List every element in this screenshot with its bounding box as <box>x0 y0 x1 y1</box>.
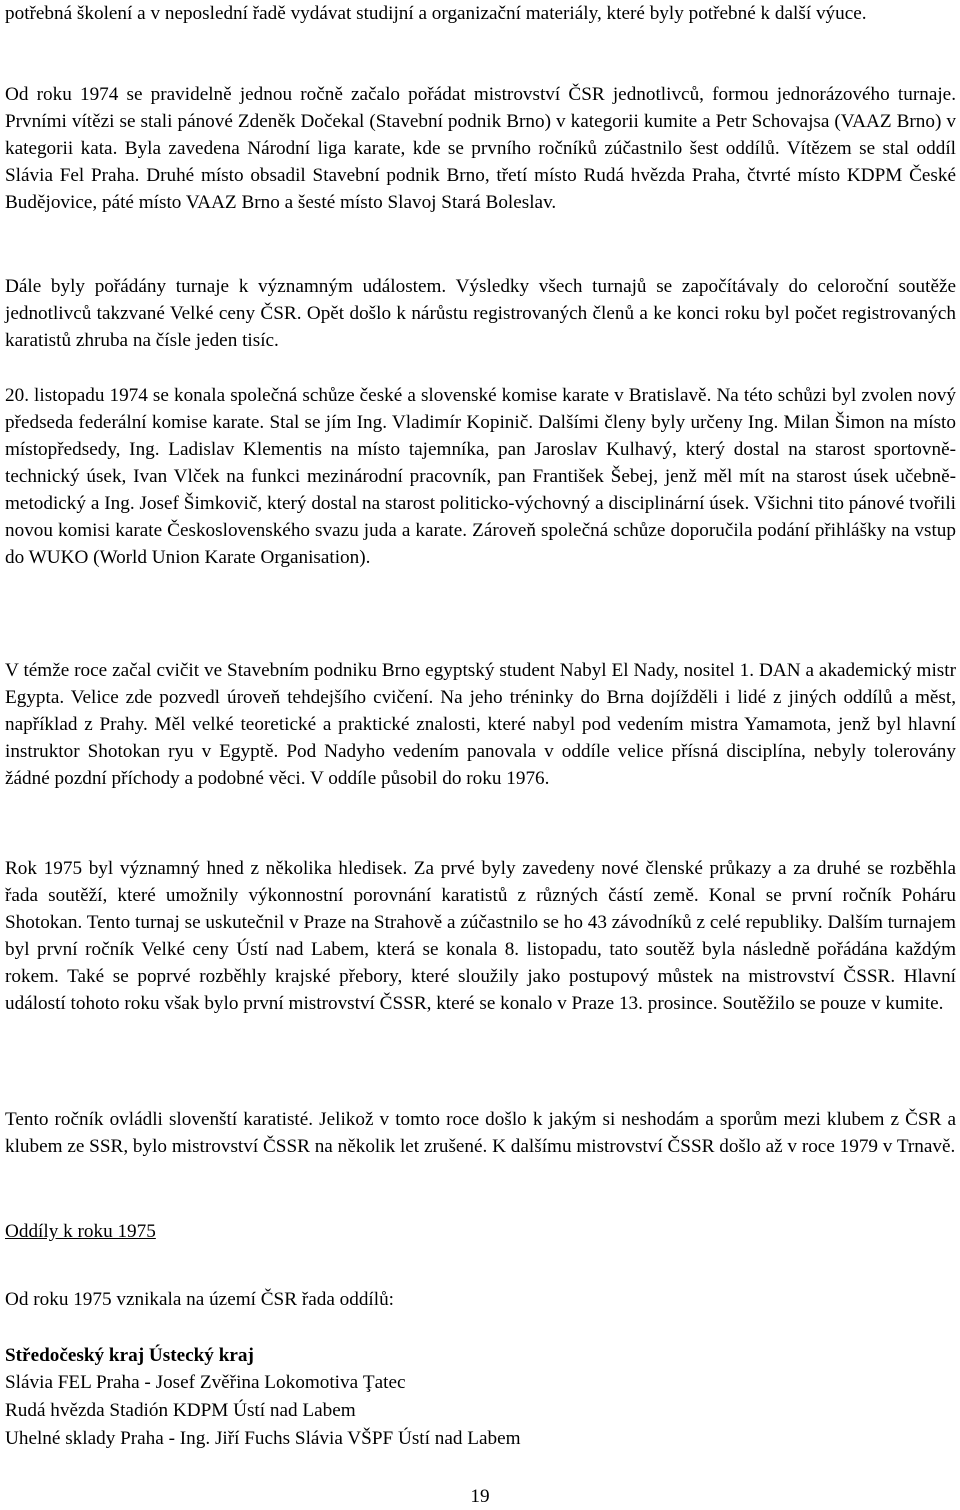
club-line: Rudá hvězda Stadión KDPM Ústí nad Labem <box>5 1400 356 1421</box>
club-line: Uhelné sklady Praha - Ing. Jiří Fuchs Slávia VŠPF Ústí nad Labem <box>5 1428 521 1449</box>
page-number: 19 <box>470 1486 490 1507</box>
paragraph-training-materials: potřebná školení a v neposlední řadě vydávat studijní a organizační materiály, které byly potřebné k další výuce. <box>5 3 867 24</box>
club-line: Slávia FEL Praha - Josef Zvěřina Lokomotiva Ţatec <box>5 1372 406 1393</box>
intro-line: Od roku 1975 vznikala na území ČSR řada oddílů: <box>5 1289 395 1310</box>
paragraph-tournaments: Dále byly pořádány turnaje k významným událostem. Výsledky všech turnajů se započítávaly do celoroční soutěže jednotlivců takzvané Velké ceny ČSR. Opět došlo k nárůstu registrovaných členů a ke konci roku byl počet registrovaných karatistů zhruba na čísle jeden tisíc. <box>5 276 956 351</box>
section-heading: Oddíly k roku 1975 <box>5 1221 156 1242</box>
paragraph-championship-1974: Od roku 1974 se pravidelně jednou ročně začalo pořádat mistrovství ČSR jednotlivců, formou jednorázového turnaje. Prvními vítězi se stali pánové Zdeněk Dočekal (Stavební podnik Brno) v kategorii kumite a Petr Schovajsa (VAAZ Brno) v kategorii kata. Byla zavedena Národní liga karate, kde se prvního ročníků zúčastnilo šest oddílů. Vítězem se stal oddíl Slávia Fel Praha. Druhé místo obsadil Stavební podnik Brno, třetí místo Rudá hvězda Praha, čtvrté místo KDPM České Budějovice, páté místo VAAZ Brno a šesté místo Slavoj Stará Boleslav. <box>5 84 956 213</box>
regions-heading: Středočeský kraj Ústecký kraj <box>5 1345 254 1366</box>
paragraph-slovak-karatists: Tento ročník ovládli slovenští karatisté. Jelikož v tomto roce došlo k jakým si neshodám a sporům mezi klubem z ČSR a klubem ze SSR, bylo mistrovství ČSSR na několik let zrušené. K dalšímu mistrovství ČSSR došlo až v roce 1979 v Trnavě. <box>5 1109 956 1157</box>
paragraph-egyptian-student: V témže roce začal cvičit ve Stavebním podniku Brno egyptský student Nabyl El Nady, nositel 1. DAN a akademický mistr Egypta. Velice zde pozvedl úroveň tehdejšího cvičení. Na jeho tréninky do Brna dojížděli i lidé z jiných oddílů a měst, například z Prahy. Měl velké teoretické a praktické znalosti, které nabyl pod vedením mistra Yamamota, jenž byl hlavní instruktor Shotokan ryu v Egyptě. Pod Nadyho vedením panovala v oddíle velice přísná disciplína, nebyly tolerovány žádné pozdní příchody a podobné věci. V oddíle působil do roku 1976. <box>5 660 956 789</box>
paragraph-year-1975: Rok 1975 byl významný hned z několika hledisek. Za prvé byly zavedeny nové členské průkazy a za druhé se rozběhla řada soutěží, které umožnily výkonnostní porovnání karatistů z různých částí země. Konal se první ročník Poháru Shotokan. Tento turnaj se uskutečnil v Praze na Strahově a zúčastnilo se ho 43 závodníků z celé republiky. Dalším turnajem byl první ročník Velké ceny Ústí nad Labem, která se konala 8. listopadu, tato soutěž byla následně pořádána každým rokem. Také se poprvé rozběhly krajské přebory, které sloužily jako postupový můstek na mistrovství ČSSR. Hlavní událostí tohoto roku však bylo první mistrovství ČSSR, které se konalo v Praze 13. prosince. Soutěžilo se pouze v kumite. <box>5 858 956 1014</box>
paragraph-federal-commission: 20. listopadu 1974 se konala společná schůze české a slovenské komise karate v Bratislavě. Na této schůzi byl zvolen nový předseda federální komise karate. Stal se jím Ing. Vladimír Kopinič. Dalšími členy byly určeny Ing. Milan Šimon na místo místopředsedy, Ing. Ladislav Klementis na místo tajemníka, pan Jaroslav Kulhavý, který dostal na starost sportovně-technický úsek, Ivan Vlček na funkci mezinárodní pracovník, pan František Šebej, jenž měl mít na starost úsek učebně-metodický a Ing. Josef Šimkovič, který dostal na starost politicko-výchovný a disciplinární úsek. Všichni tito pánové tvořili novou komisi karate Československého svazu juda a karate. Zároveň společná schůze doporučila podání přihlášky na vstup do WUKO (World Union Karate Organisation). <box>5 385 956 568</box>
